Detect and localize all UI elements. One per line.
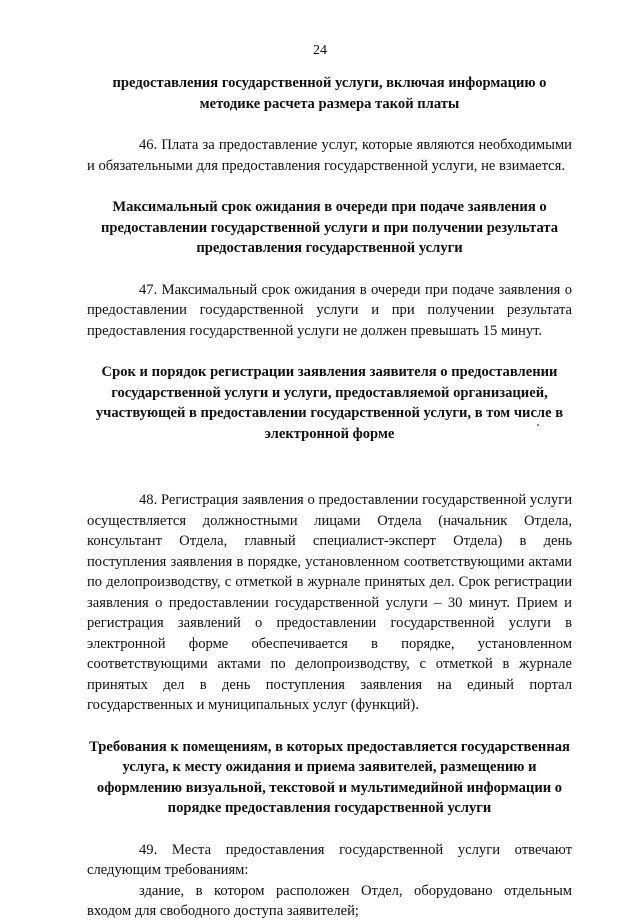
section-heading-premises: Требования к помещениям, в которых предоставляется государственная услуга, к месту ожидания и приема заявителей, размещению и оформлению визуальной, текстовой и мультимедийной информации о порядке предоставления государственной услуги xyxy=(89,738,570,816)
paragraph-49: 49. Места предоставления государственной услуги отвечают следующим требованиям: xyxy=(87,841,572,878)
section-heading-queue: Максимальный срок ожидания в очереди при подаче заявления о предоставлении государственной услуги и при получении результата предоставления государственной услуги xyxy=(100,199,559,256)
paragraph-48: 48. Регистрация заявления о предоставлении государственной услуги осуществляется должностными лицами Отдела (начальник Отдела, консультант Отдела, главный специалист-эксперт Отдела) в день поступления заявления в порядке, установленном соответствующими актами по делопроизводству, с отметкой в журнале принятых дел. Срок регистрации заявления о предоставлении государственной услуги – 30 минут. Прием и регистрация заявлений о предоставлении государственной услуги в электронной форме обеспечивается в порядке, установленном соответствующими актами по делопроизводству, с отметкой в журнале принятых дел в день поступления заявления на единый портал государственных и муниципальных услуг (функций). xyxy=(87,492,572,713)
paragraph-49-item: здание, в котором расположен Отдел, оборудовано отдельным входом для свободного доступа заявителей; xyxy=(87,882,572,919)
section-heading-registration: Срок и порядок регистрации заявления заявителя о предоставлении государственной услуги и услуги, предоставляемой организацией, участвующей в предоставлении государственной услуги, в том числе в электронной форме xyxy=(95,364,564,442)
section-heading-fee: предоставления государственной услуги, включая информацию о методике расчета размера такой платы xyxy=(112,75,547,112)
page-number: 24 xyxy=(313,43,327,58)
page-content xyxy=(87,73,572,922)
scan-speck xyxy=(537,424,539,426)
paragraph-47: 47. Максимальный срок ожидания в очереди при подаче заявления о предоставлении государственной услуги и при получении результата предоставления государственной услуги не должен превышать 15 минут. xyxy=(87,281,572,339)
paragraph-46: 46. Плата за предоставление услуг, которые являются необходимыми и обязательными для предоставления государственной услуги, не взимается. xyxy=(87,137,572,174)
